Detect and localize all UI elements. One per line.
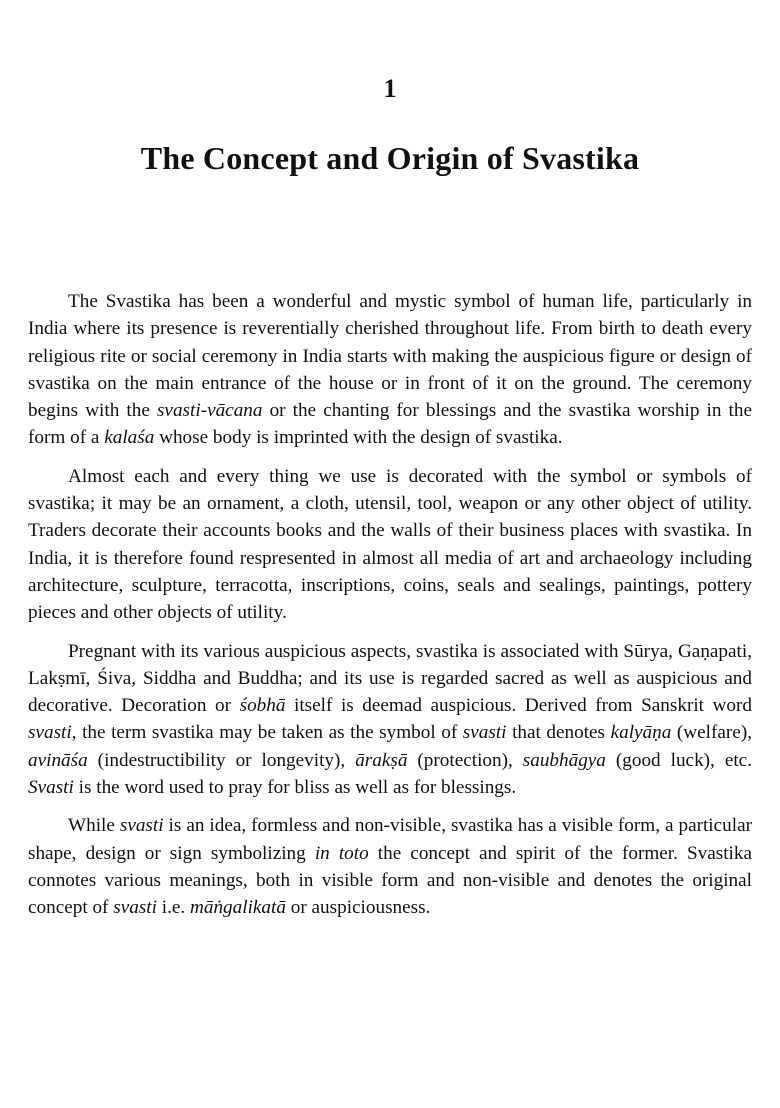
text-run: the concept and spirit of the former. Svastika connotes various meanings, both in visible form and non-visible and denotes the original concept of — [28, 842, 752, 919]
text-run: whose body is imprinted with the design of svastika. — [154, 427, 563, 449]
italic-term: ārakṣā — [355, 749, 408, 771]
chapter-number: 1 — [383, 74, 397, 103]
paragraph — [28, 463, 752, 627]
text-run: itself is deemad auspicious. Derived from Sanskrit word — [285, 695, 752, 717]
text-run: (welfare), — [671, 722, 753, 744]
text-run: The Svastika has been a wonderful and mystic symbol of human life, particularly in India where its presence is reverentially cherished throughout life. From birth to death every religious rite or social ceremony in India starts with making the auspicious figure or design of svastika on the main entrance of the house or in front of it on the ground. The ceremony begins with the — [28, 291, 752, 422]
text-run: is an idea, formless and non-visible, svastika has a visible form, a particular shape, design or sign symbolizing — [28, 815, 752, 864]
italic-term: svasti — [119, 815, 164, 837]
italic-term: svasti-vācana — [156, 400, 263, 422]
italic-term: svasti — [28, 722, 72, 744]
italic-term: svasti — [462, 722, 507, 744]
paragraph — [28, 638, 752, 802]
text-run: i.e. — [156, 897, 191, 919]
chapter-body — [28, 288, 752, 922]
text-run: (good luck), etc. — [605, 749, 753, 771]
text-run: , the term svastika may be taken as the symbol of — [71, 722, 463, 744]
italic-term: kalaśa — [104, 427, 155, 449]
text-run: While — [68, 815, 120, 837]
italic-term: avināśa — [28, 749, 88, 771]
italic-term: saubhāgya — [522, 749, 606, 771]
italic-term: kalyāṇa — [610, 722, 672, 744]
text-run: is the word used to pray for bliss as well as for blessings. — [73, 777, 517, 799]
text-run: or auspiciousness. — [285, 897, 431, 919]
text-run: (indestructibility or longevity), — [87, 749, 356, 771]
italic-term: māṅgalikatā — [190, 897, 286, 919]
italic-term: Svasti — [28, 777, 74, 799]
paragraph — [28, 812, 752, 921]
italic-term: śobhā — [239, 695, 286, 717]
text-run: (protection), — [407, 749, 523, 771]
text-run: or the chanting for blessings and the svastika worship in the form of a — [28, 400, 752, 449]
chapter-title: The Concept and Origin of Svastika — [140, 140, 640, 176]
italic-term: svasti — [113, 897, 157, 919]
italic-term: in toto — [314, 842, 369, 864]
text-run: that denotes — [506, 722, 611, 744]
text-run: Almost each and every thing we use is decorated with the symbol or symbols of svastika; it may be an ornament, a cloth, utensil, tool, weapon or any other object of utility. Traders decorate their accounts books and the walls of their business places with svastika. In India, it is therefore found respresented in almost all media of art and archaeology including architecture, sculpture, terracotta, inscriptions, coins, seals and sealings, paintings, pottery pieces and other objects of utility. — [28, 465, 752, 624]
paragraph — [28, 288, 752, 452]
text-run: Pregnant with its various auspicious aspects, svastika is associated with Sūrya, Gaṇapati, Lakṣmī, Śiva, Siddha and Buddha; and its use is regarded sacred as well as auspicious and decorative. Decoration or — [28, 640, 752, 717]
